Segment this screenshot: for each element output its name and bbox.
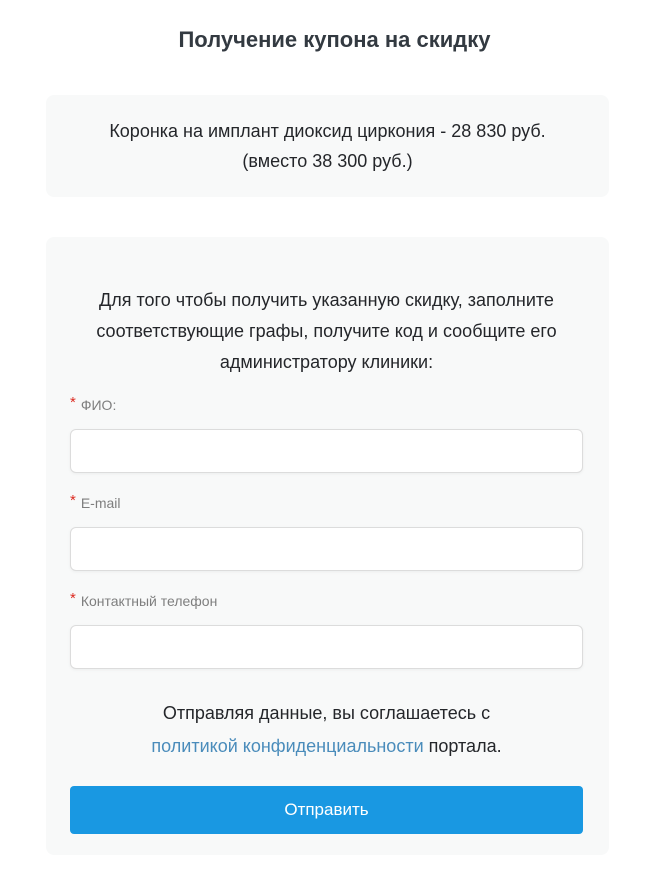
email-label [70,492,583,512]
fio-label [70,394,583,414]
offer-box [46,95,609,197]
phone-label-text: Контактный телефон [80,593,218,609]
field-phone [70,590,583,669]
fio-input[interactable] [70,429,583,473]
coupon-form-card [46,237,609,855]
required-asterisk: * [70,492,76,509]
page-title: Получение купона на скидку [178,27,491,52]
phone-input[interactable] [70,625,583,669]
phone-label [70,590,583,610]
email-input[interactable] [70,527,583,571]
fio-label-text: ФИО: [80,397,117,413]
consent-text [70,697,583,763]
submit-button[interactable]: Отправить [70,786,583,834]
consent-after-link: портала. [428,736,502,756]
offer-line-2: (вместо 38 300 руб.) [242,151,413,171]
consent-before-link: Отправляя данные, вы соглашаетесь с [162,703,491,723]
field-fio [70,394,583,473]
form-instructions: Для того чтобы получить указанную скидку, заполните соответствующие графы, получите код и сообщите его администратору клиники: [96,290,557,372]
required-asterisk: * [70,590,76,607]
offer-line-1: Коронка на имплант диоксид циркония - 28 830 руб. [109,121,546,141]
email-label-text: E-mail [80,495,121,511]
required-asterisk: * [70,394,76,411]
privacy-policy-link[interactable]: политикой конфиденциальности [151,736,424,756]
field-email [70,492,583,571]
